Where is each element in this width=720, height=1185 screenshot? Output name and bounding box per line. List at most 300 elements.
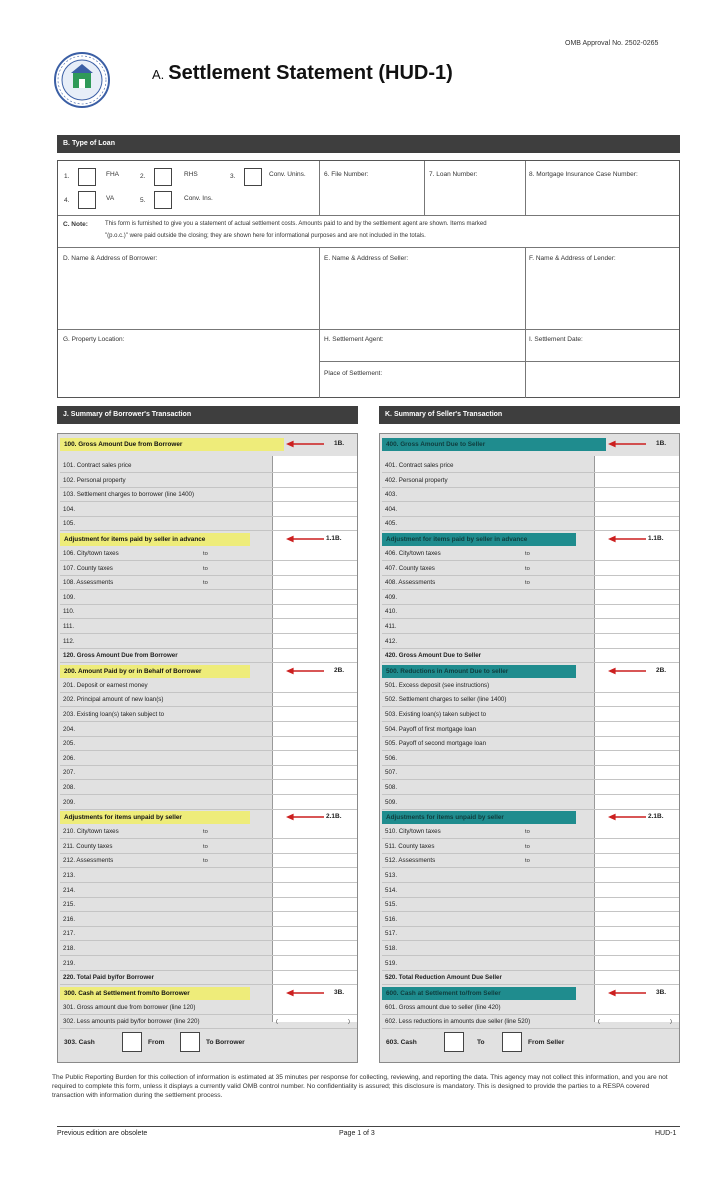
- line-item-row: [382, 503, 679, 517]
- line-item-row: [60, 752, 357, 766]
- amount-cell[interactable]: [594, 723, 678, 736]
- line-item-label: 107. County taxes: [63, 564, 113, 572]
- title-text: Settlement Statement (HUD-1): [168, 62, 453, 84]
- line-item-row: [382, 693, 679, 707]
- line-item-label: 205.: [63, 740, 76, 748]
- line-item-row: [60, 1001, 357, 1015]
- line-item-row: [60, 635, 357, 649]
- section-header: Adjustment for items paid by seller in advance: [60, 533, 250, 546]
- line-item-row: [60, 693, 357, 707]
- annotation-label: 1B.: [656, 440, 667, 447]
- line-item-row: [382, 562, 679, 576]
- line-item-label: 602. Less reductions in amounts due seller (line 520): [385, 1018, 531, 1026]
- cash-from-checkbox[interactable]: [122, 1032, 142, 1052]
- amount-cell[interactable]: [272, 679, 356, 692]
- line-item-row: [60, 942, 357, 956]
- line-item-row: [382, 635, 679, 649]
- line-item-row: [382, 723, 679, 737]
- cash-to-label: To: [477, 1039, 485, 1046]
- amount-cell[interactable]: [594, 781, 678, 794]
- loan-opt-5-label: Conv. Ins.: [184, 195, 213, 202]
- line-item-label: 202. Principal amount of new loan(s): [63, 696, 164, 704]
- line-item-row: [382, 869, 679, 883]
- line-item-row: [60, 517, 357, 531]
- checkbox-va[interactable]: [78, 191, 96, 209]
- lender-label: F. Name & Address of Lender:: [529, 255, 616, 262]
- line-item-row: [382, 1015, 679, 1029]
- line-item-row: [60, 796, 357, 810]
- amount-cell[interactable]: [272, 737, 356, 750]
- line-item-label: 103. Settlement charges to borrower (line 1400): [63, 491, 195, 499]
- amount-cell[interactable]: [594, 503, 678, 516]
- line-item-label: 503. Existing loan(s) taken subject to: [385, 711, 487, 718]
- borrower-summary-panel: [57, 433, 358, 1063]
- line-item-label: 507.: [385, 769, 398, 777]
- amount-cell[interactable]: [272, 547, 356, 560]
- line-item-row: [60, 576, 357, 590]
- line-item-row: [60, 620, 357, 634]
- amount-cell[interactable]: [272, 781, 356, 794]
- loan-opt-1-num: 1.: [64, 173, 70, 180]
- amount-cell[interactable]: [594, 547, 678, 560]
- line-item-row: [382, 957, 679, 971]
- checkbox-conv-unins[interactable]: [244, 168, 262, 186]
- line-item-row: [382, 854, 679, 868]
- line-item-row: [382, 737, 679, 751]
- amount-cell[interactable]: [272, 723, 356, 736]
- note-line-2: "(p.o.c.)" were paid outside the closing; they are shown here for informational purposes and are not included in the totals.: [105, 233, 426, 239]
- footer-divider: [57, 1126, 680, 1127]
- cash-from-label: From: [148, 1039, 165, 1046]
- loan-opt-1-label: FHA: [106, 171, 119, 178]
- cash-from-label: From Seller: [528, 1039, 565, 1046]
- amount-cell[interactable]: [594, 459, 678, 472]
- amount-cell[interactable]: [594, 927, 678, 940]
- line-item-label: 403.: [385, 491, 398, 499]
- amount-cell[interactable]: [272, 459, 356, 472]
- annotation-label: 3B.: [334, 988, 345, 996]
- line-item-label: 404.: [385, 505, 398, 513]
- line-item-row: [60, 854, 357, 868]
- amount-cell[interactable]: [594, 1015, 678, 1028]
- line-item-label: 204.: [63, 725, 76, 733]
- line-item-label: 601. Gross amount due to seller (line 420): [385, 1003, 501, 1011]
- cash-label: 603. Cash: [386, 1039, 417, 1046]
- omb-approval: OMB Approval No. 2502-0265: [565, 40, 659, 47]
- amount-cell[interactable]: [272, 1001, 356, 1014]
- amount-cell[interactable]: [594, 752, 678, 765]
- line-item-label: 213.: [63, 872, 76, 879]
- date-label: I. Settlement Date:: [529, 336, 583, 343]
- line-item-label: 501. Excess deposit (see instructions): [385, 681, 490, 689]
- line-item-label: 214.: [63, 886, 76, 894]
- line-item-row: [60, 825, 357, 839]
- total-row: [60, 971, 357, 985]
- to-label: to: [203, 551, 208, 557]
- loan-opt-4-label: VA: [106, 195, 115, 202]
- line-item-label: 301. Gross amount due from borrower (line 120): [63, 1003, 196, 1011]
- amount-cell[interactable]: [594, 591, 678, 604]
- property-label: G. Property Location:: [63, 336, 125, 343]
- annotation-label: 2.1B.: [648, 813, 664, 821]
- paren-close: ): [348, 1019, 350, 1026]
- line-item-row: [60, 679, 357, 693]
- cash-to-borrower-checkbox[interactable]: [180, 1032, 200, 1052]
- line-item-label: 512. Assessments: [385, 857, 436, 865]
- amount-cell[interactable]: [594, 474, 678, 487]
- amount-cell[interactable]: [594, 576, 678, 589]
- line-item-label: 408. Assessments: [385, 579, 436, 587]
- red-arrow-icon: [286, 535, 324, 543]
- line-item-label: 409.: [385, 593, 398, 601]
- line-item-row: [60, 591, 357, 605]
- line-item-label: 510. City/town taxes: [385, 828, 441, 836]
- checkbox-fha[interactable]: [78, 168, 96, 186]
- line-item-row: [382, 1001, 679, 1015]
- amount-cell[interactable]: [594, 766, 678, 779]
- agent-label: H. Settlement Agent:: [324, 336, 384, 343]
- to-label: to: [203, 829, 208, 836]
- line-item-row: [60, 913, 357, 927]
- amount-cell[interactable]: [594, 693, 678, 706]
- amount-cell[interactable]: [594, 679, 678, 692]
- amount-cell[interactable]: [594, 854, 678, 867]
- section-header: 500. Reductions in Amount Due to seller: [382, 665, 576, 678]
- amount-cell[interactable]: [272, 635, 356, 648]
- to-label: to: [203, 843, 208, 850]
- red-arrow-icon: [286, 440, 324, 448]
- line-item-label: 217.: [63, 930, 76, 938]
- footer-left: Previous edition are obsolete: [57, 1130, 148, 1137]
- line-item-label: 516.: [385, 915, 398, 923]
- section-header: 400. Gross Amount Due to Seller: [382, 438, 606, 451]
- line-item-row: [382, 942, 679, 956]
- line-item-label: 109.: [63, 593, 76, 601]
- line-item-row: [382, 474, 679, 488]
- cash-from-seller-checkbox[interactable]: [502, 1032, 522, 1052]
- line-item-label: 203. Existing loan(s) taken subject to: [63, 711, 165, 718]
- amount-cell[interactable]: [272, 693, 356, 706]
- amount-cell[interactable]: [272, 620, 356, 633]
- section-header: 600. Cash at Settlement to/from Seller: [382, 987, 576, 1000]
- line-item-label: 517.: [385, 930, 398, 938]
- line-item-label: 209.: [63, 798, 76, 806]
- borrower-summary-bar: J. Summary of Borrower's Transaction: [57, 406, 358, 424]
- red-arrow-icon: [608, 989, 646, 997]
- line-item-row: [382, 591, 679, 605]
- line-item-row: [60, 547, 357, 561]
- line-item-label: 106. City/town taxes: [63, 550, 119, 557]
- line-item-label: 212. Assessments: [63, 857, 114, 865]
- line-item-row: [382, 517, 679, 531]
- amount-cell[interactable]: [594, 942, 678, 955]
- amount-cell[interactable]: [594, 971, 678, 984]
- line-item-label: 101. Contract sales price: [63, 462, 132, 469]
- amount-cell[interactable]: [272, 474, 356, 487]
- annotation-label: 3B.: [656, 988, 667, 996]
- line-item-row: [382, 459, 679, 473]
- to-label: to: [203, 565, 208, 572]
- line-item-label: 504. Payoff of first mortgage loan: [385, 725, 477, 733]
- checkbox-conv-ins[interactable]: [154, 191, 172, 209]
- line-item-row: [60, 459, 357, 473]
- file-number-label: 6. File Number:: [324, 171, 369, 178]
- line-item-label: 218.: [63, 945, 76, 952]
- line-item-row: [60, 605, 357, 619]
- red-arrow-icon: [608, 535, 646, 543]
- line-item-label: 520. Total Reduction Amount Due Seller: [385, 974, 502, 982]
- to-label: to: [203, 580, 208, 587]
- line-item-label: 120. Gross Amount Due from Borrower: [63, 652, 178, 660]
- line-item-label: 102. Personal property: [63, 476, 126, 484]
- total-row: [382, 971, 679, 985]
- line-item-label: 509.: [385, 798, 398, 806]
- paren-open: (: [276, 1019, 278, 1026]
- line-item-label: 112.: [63, 637, 75, 645]
- line-item-row: [60, 927, 357, 941]
- line-item-label: 420. Gross Amount Due to Seller: [385, 652, 482, 660]
- total-row: [60, 649, 357, 663]
- line-item-label: 407. County taxes: [385, 564, 435, 572]
- cash-to-label: To Borrower: [206, 1039, 245, 1046]
- loan-number-label: 7. Loan Number:: [429, 171, 478, 178]
- amount-cell[interactable]: [594, 898, 678, 911]
- line-item-label: 402. Personal property: [385, 476, 448, 484]
- amount-cell[interactable]: [272, 913, 356, 926]
- line-item-row: [382, 825, 679, 839]
- amount-cell[interactable]: [272, 898, 356, 911]
- line-item-row: [382, 708, 679, 722]
- annotation-label: 2B.: [334, 666, 345, 674]
- annotation-label: 2B.: [656, 666, 667, 674]
- to-label: to: [525, 551, 530, 557]
- amount-cell[interactable]: [272, 971, 356, 984]
- red-arrow-icon: [608, 667, 646, 675]
- red-arrow-icon: [608, 440, 646, 448]
- amount-cell[interactable]: [272, 840, 356, 853]
- loan-opt-4-num: 4.: [64, 197, 70, 204]
- seller-summary-bar: K. Summary of Seller's Transaction: [379, 406, 680, 424]
- amount-cell[interactable]: [272, 576, 356, 589]
- line-item-label: 506.: [385, 754, 398, 762]
- type-of-loan-bar: B. Type of Loan: [57, 135, 680, 153]
- line-item-row: [60, 1015, 357, 1029]
- line-item-row: [60, 488, 357, 502]
- line-item-row: [382, 884, 679, 898]
- note-line-1: This form is furnished to give you a statement of actual settlement costs. Amounts paid to and by the settlement agent are shown. Items marked: [105, 221, 487, 227]
- hud-seal-icon: [52, 52, 112, 108]
- amount-cell[interactable]: [594, 737, 678, 750]
- cash-to-checkbox[interactable]: [444, 1032, 464, 1052]
- amount-cell[interactable]: [594, 913, 678, 926]
- line-item-row: [60, 474, 357, 488]
- section-header: Adjustment for items paid by seller in advance: [382, 533, 576, 546]
- amount-cell[interactable]: [272, 825, 356, 838]
- amount-cell[interactable]: [272, 517, 356, 530]
- line-item-label: 518.: [385, 945, 398, 952]
- line-item-label: 515.: [385, 901, 398, 909]
- line-item-row: [60, 708, 357, 722]
- borrower-cash-row: [60, 1026, 357, 1060]
- line-item-label: 110.: [63, 608, 75, 616]
- line-item-row: [382, 605, 679, 619]
- line-item-row: [60, 781, 357, 795]
- note-label: C. Note:: [63, 221, 88, 228]
- line-item-row: [60, 840, 357, 854]
- paren-close: ): [670, 1019, 672, 1026]
- amount-cell[interactable]: [594, 605, 678, 618]
- annotation-label: 2.1B.: [326, 813, 342, 821]
- line-item-row: [382, 488, 679, 502]
- amount-cell[interactable]: [594, 796, 678, 809]
- line-item-row: [60, 898, 357, 912]
- section-header: 100. Gross Amount Due from Borrower: [60, 438, 284, 451]
- line-item-label: 210. City/town taxes: [63, 828, 119, 836]
- line-item-row: [382, 679, 679, 693]
- line-item-label: 104.: [63, 505, 76, 513]
- line-item-label: 514.: [385, 886, 398, 894]
- line-item-label: 302. Less amounts paid by/for borrower (line 220): [63, 1018, 200, 1026]
- amount-cell[interactable]: [272, 752, 356, 765]
- loan-opt-2-label: RHS: [184, 171, 198, 178]
- line-item-label: 211. County taxes: [63, 842, 113, 850]
- line-item-row: [382, 752, 679, 766]
- to-label: to: [525, 829, 530, 836]
- amount-cell[interactable]: [272, 942, 356, 955]
- amount-cell[interactable]: [272, 503, 356, 516]
- seller-summary-panel: [379, 433, 680, 1063]
- line-item-row: [60, 957, 357, 971]
- red-arrow-icon: [286, 813, 324, 821]
- mic-number-label: 8. Mortgage Insurance Case Number:: [529, 171, 638, 178]
- amount-cell[interactable]: [594, 957, 678, 970]
- annotation-label: 1B.: [334, 440, 345, 447]
- amount-cell[interactable]: [594, 825, 678, 838]
- amount-cell[interactable]: [272, 766, 356, 779]
- line-item-label: 201. Deposit or earnest money: [63, 681, 148, 689]
- amount-cell[interactable]: [272, 927, 356, 940]
- checkbox-rhs[interactable]: [154, 168, 172, 186]
- line-item-label: 215.: [63, 901, 76, 909]
- line-item-row: [60, 503, 357, 517]
- amount-cell[interactable]: [594, 869, 678, 882]
- section-header: 300. Cash at Settlement from/to Borrower: [60, 987, 250, 1000]
- line-item-label: 505. Payoff of second mortgage loan: [385, 740, 487, 748]
- line-item-row: [60, 869, 357, 883]
- seller-label: E. Name & Address of Seller:: [324, 255, 409, 262]
- line-item-row: [382, 840, 679, 854]
- line-item-label: 519.: [385, 959, 398, 967]
- total-row: [382, 649, 679, 663]
- line-item-label: 502. Settlement charges to seller (line 1400): [385, 696, 507, 704]
- annotation-label: 1.1B.: [648, 535, 664, 542]
- amount-cell[interactable]: [594, 884, 678, 897]
- line-item-label: 208.: [63, 784, 76, 791]
- amount-cell[interactable]: [272, 649, 356, 662]
- amount-cell[interactable]: [594, 517, 678, 530]
- line-item-label: 105.: [63, 520, 76, 528]
- loan-opt-5-num: 5.: [140, 197, 146, 204]
- section-header: Adjustments for items unpaid by seller: [382, 811, 576, 824]
- amount-cell[interactable]: [272, 708, 356, 721]
- footer-right: HUD-1: [655, 1130, 677, 1137]
- line-item-label: 410.: [385, 608, 398, 616]
- amount-cell[interactable]: [594, 620, 678, 633]
- line-item-label: 405.: [385, 520, 398, 528]
- line-item-row: [382, 576, 679, 590]
- loan-info-box: [57, 160, 680, 398]
- footer-center: Page 1 of 3: [339, 1130, 375, 1137]
- line-item-label: 207.: [63, 769, 76, 777]
- to-label: to: [525, 565, 530, 572]
- amount-cell[interactable]: [594, 840, 678, 853]
- burden-statement: The Public Reporting Burden for this collection of information is estimated at 35 minutes per response for collecting, reviewing, and reporting the data. This agency may not collect this information, and you are not required to complete this form, unless it displays a currently valid OMB control number. No confidentiality is assured; this disclosure is mandatory. This is designed to provide the parties to a RESPA covered transaction with information during the settlement process.: [52, 1074, 668, 1099]
- amount-cell[interactable]: [594, 635, 678, 648]
- line-item-label: 412.: [385, 637, 398, 645]
- section-header: Adjustments for items unpaid by seller: [60, 811, 250, 824]
- amount-cell[interactable]: [594, 562, 678, 575]
- section-header: 200. Amount Paid by or in Behalf of Borrower: [60, 665, 250, 678]
- page-title: [152, 62, 453, 85]
- line-item-row: [382, 781, 679, 795]
- amount-cell[interactable]: [594, 649, 678, 662]
- line-item-row: [60, 723, 357, 737]
- line-item-row: [382, 913, 679, 927]
- line-item-row: [382, 620, 679, 634]
- to-label: to: [525, 858, 530, 865]
- line-item-label: 406. City/town taxes: [385, 550, 441, 557]
- amount-cell[interactable]: [594, 1001, 678, 1014]
- loan-opt-3-num: 3.: [230, 173, 236, 180]
- line-item-label: 108. Assessments: [63, 579, 114, 587]
- line-item-label: 511. County taxes: [385, 842, 435, 850]
- line-item-label: 111.: [63, 623, 75, 630]
- amount-cell[interactable]: [594, 488, 678, 501]
- amount-cell[interactable]: [272, 488, 356, 501]
- line-item-row: [382, 766, 679, 780]
- line-item-label: 216.: [63, 915, 76, 923]
- line-item-row: [382, 547, 679, 561]
- place-label: Place of Settlement:: [324, 370, 383, 377]
- amount-cell[interactable]: [272, 869, 356, 882]
- to-label: to: [525, 580, 530, 587]
- line-item-row: [382, 796, 679, 810]
- line-item-label: 401. Contract sales price: [385, 462, 454, 469]
- annotation-label: 1.1B.: [326, 535, 342, 542]
- amount-cell[interactable]: [594, 708, 678, 721]
- paren-open: (: [598, 1019, 600, 1026]
- amount-cell[interactable]: [272, 591, 356, 604]
- line-item-label: 220. Total Paid by/for Borrower: [63, 974, 154, 982]
- red-arrow-icon: [608, 813, 646, 821]
- amount-cell[interactable]: [272, 854, 356, 867]
- amount-cell[interactable]: [272, 605, 356, 618]
- to-label: to: [203, 858, 208, 865]
- amount-cell[interactable]: [272, 562, 356, 575]
- amount-cell[interactable]: [272, 957, 356, 970]
- line-item-row: [60, 562, 357, 576]
- line-item-label: 206.: [63, 754, 76, 762]
- line-item-label: 513.: [385, 872, 398, 879]
- line-item-row: [60, 737, 357, 751]
- line-item-row: [60, 766, 357, 780]
- line-item-label: 411.: [385, 623, 397, 630]
- line-item-label: 219.: [63, 959, 76, 967]
- amount-cell[interactable]: [272, 796, 356, 809]
- line-item-row: [382, 898, 679, 912]
- amount-cell[interactable]: [272, 1015, 356, 1028]
- amount-cell[interactable]: [272, 884, 356, 897]
